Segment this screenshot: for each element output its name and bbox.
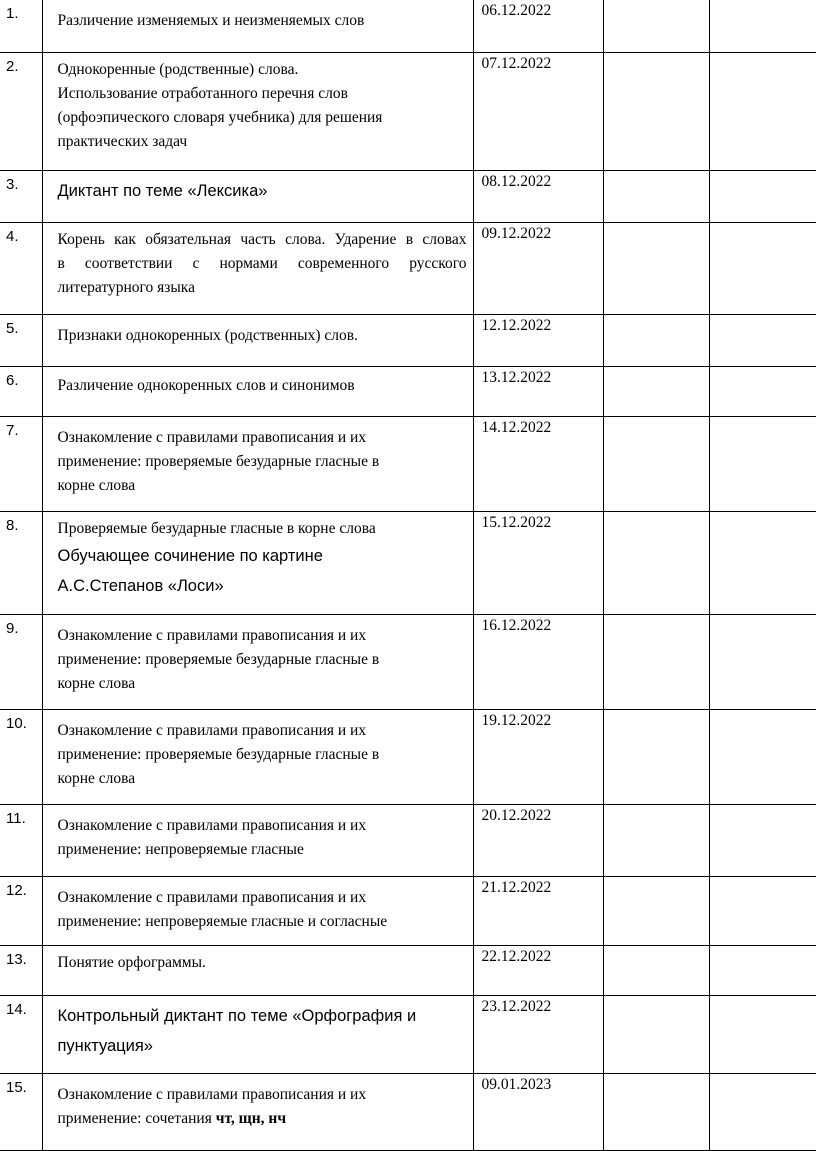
topic-line: применение: непроверяемые гласные [57, 840, 304, 858]
topic-line: Диктант по теме «Лексика» [57, 181, 268, 200]
topic-line: в соответствии с нормами современного русского [57, 254, 467, 272]
empty-cell [603, 1073, 709, 1150]
table-row [0, 804, 816, 876]
table-row [0, 0, 816, 52]
empty-cell [709, 170, 816, 222]
row-number: 4. [0, 222, 42, 314]
topic-line: А.С.Степанов «Лоси» [57, 576, 224, 595]
row-number: 11. [0, 804, 42, 876]
empty-cell [709, 614, 816, 709]
row-number: 9. [0, 614, 42, 709]
table-row [0, 170, 816, 222]
empty-cell [603, 0, 709, 52]
lesson-date: 23.12.2022 [473, 995, 603, 1073]
lesson-topic [42, 170, 473, 222]
table-row [0, 52, 816, 170]
table-row [0, 314, 816, 366]
empty-cell [709, 314, 816, 366]
table-row [0, 222, 816, 314]
table-row [0, 416, 816, 511]
row-number: 8. [0, 511, 42, 614]
empty-cell [709, 416, 816, 511]
empty-cell [603, 314, 709, 366]
row-number: 7. [0, 416, 42, 511]
row-number: 15. [0, 1073, 42, 1150]
lesson-date: 09.01.2023 [473, 1073, 603, 1150]
topic-line: пунктуация» [57, 1036, 153, 1055]
empty-cell [603, 876, 709, 945]
topic-line: практических задач [57, 132, 188, 150]
lesson-date: 20.12.2022 [473, 804, 603, 876]
lesson-topic [42, 416, 473, 511]
lesson-topic [42, 995, 473, 1073]
empty-cell [603, 222, 709, 314]
topic-line: Обучающее сочинение по картине [57, 546, 323, 565]
row-number: 1. [0, 0, 42, 52]
row-number: 14. [0, 995, 42, 1073]
empty-cell [603, 416, 709, 511]
empty-cell [603, 614, 709, 709]
lesson-date: 09.12.2022 [473, 222, 603, 314]
lesson-date: 21.12.2022 [473, 876, 603, 945]
topic-line: Различение изменяемых и неизменяемых слов [57, 12, 365, 29]
lesson-topic [42, 366, 473, 416]
table-row [0, 945, 816, 995]
empty-cell [603, 511, 709, 614]
lesson-topic [42, 945, 473, 995]
row-number: 13. [0, 945, 42, 995]
empty-cell [709, 804, 816, 876]
topic-line: Признаки однокоренных (родственных) слов. [57, 326, 358, 344]
table-row [0, 709, 816, 804]
topic-line: Ознакомление с правилами правописания и их [57, 428, 367, 446]
topic-line: Проверяемые безударные гласные в корне слова [57, 519, 376, 537]
empty-cell [709, 0, 816, 52]
lesson-date: 22.12.2022 [473, 945, 603, 995]
topic-text: применение: сочетания [57, 1109, 216, 1127]
lesson-date: 13.12.2022 [473, 366, 603, 416]
empty-cell [603, 366, 709, 416]
empty-cell [709, 52, 816, 170]
empty-cell [709, 709, 816, 804]
lesson-topic [42, 222, 473, 314]
topic-line: Ознакомление с правилами правописания и их [57, 888, 367, 906]
lesson-date: 07.12.2022 [473, 52, 603, 170]
empty-cell [709, 222, 816, 314]
topic-line: Корень как обязательная часть слова. Ударение в словах [57, 230, 467, 248]
table-row [0, 876, 816, 945]
lesson-date: 08.12.2022 [473, 170, 603, 222]
empty-cell [603, 804, 709, 876]
table-row [0, 614, 816, 709]
lesson-topic [42, 0, 473, 52]
lesson-topic [42, 709, 473, 804]
lesson-date: 14.12.2022 [473, 416, 603, 511]
topic-line: Ознакомление с правилами правописания и их [57, 1085, 367, 1103]
topic-line: Контрольный диктант по теме «Орфография и [57, 1006, 417, 1025]
topic-line: корне слова [57, 674, 136, 692]
lesson-topic [42, 876, 473, 945]
empty-cell [709, 511, 816, 614]
topic-line: Ознакомление с правилами правописания и их [57, 721, 367, 739]
lesson-topic [42, 614, 473, 709]
topic-line: применение: проверяемые безударные гласные в [57, 745, 380, 763]
table-row [0, 366, 816, 416]
table-row [0, 995, 816, 1073]
topic-line: Ознакомление с правилами правописания и их [57, 626, 367, 644]
table-row [0, 1073, 816, 1150]
empty-cell [603, 170, 709, 222]
topic-line: литературного языка [57, 278, 195, 296]
topic-line: корне слова [57, 769, 136, 787]
lesson-date: 19.12.2022 [473, 709, 603, 804]
lesson-date: 16.12.2022 [473, 614, 603, 709]
lesson-date: 06.12.2022 [473, 0, 603, 52]
empty-cell [603, 945, 709, 995]
empty-cell [603, 995, 709, 1073]
topic-line: (орфоэпического словаря учебника) для решения [57, 108, 383, 126]
topic-line: применение: проверяемые безударные гласные в [57, 650, 380, 668]
row-number: 3. [0, 170, 42, 222]
row-number: 5. [0, 314, 42, 366]
lesson-topic [42, 804, 473, 876]
orthogram-letters: чт, щн, нч [215, 1109, 287, 1127]
empty-cell [709, 1073, 816, 1150]
topic-line: Использование отработанного перечня слов [57, 84, 348, 102]
empty-cell [709, 995, 816, 1073]
lesson-date: 12.12.2022 [473, 314, 603, 366]
empty-cell [709, 366, 816, 416]
topic-line: применение: непроверяемые гласные и согласные [57, 912, 388, 930]
empty-cell [603, 709, 709, 804]
topic-line: Однокоренные (родственные) слова. [57, 60, 299, 78]
lesson-topic [42, 52, 473, 170]
row-number: 2. [0, 52, 42, 170]
empty-cell [709, 945, 816, 995]
row-number: 12. [0, 876, 42, 945]
empty-cell [709, 876, 816, 945]
row-number: 10. [0, 709, 42, 804]
topic-line: корне слова [57, 476, 136, 494]
empty-cell [603, 52, 709, 170]
lesson-topic [42, 1073, 473, 1150]
lesson-topic [42, 314, 473, 366]
topic-line [58, 1107, 467, 1131]
row-number: 6. [0, 366, 42, 416]
topic-line: Ознакомление с правилами правописания и их [57, 816, 367, 834]
table-row [0, 511, 816, 614]
topic-line: Различение однокоренных слов и синонимов [57, 376, 355, 394]
lesson-topic [42, 511, 473, 614]
lesson-date: 15.12.2022 [473, 511, 603, 614]
topic-line: применение: проверяемые безударные гласные в [57, 452, 380, 470]
topic-line: Понятие орфограммы. [57, 953, 206, 971]
